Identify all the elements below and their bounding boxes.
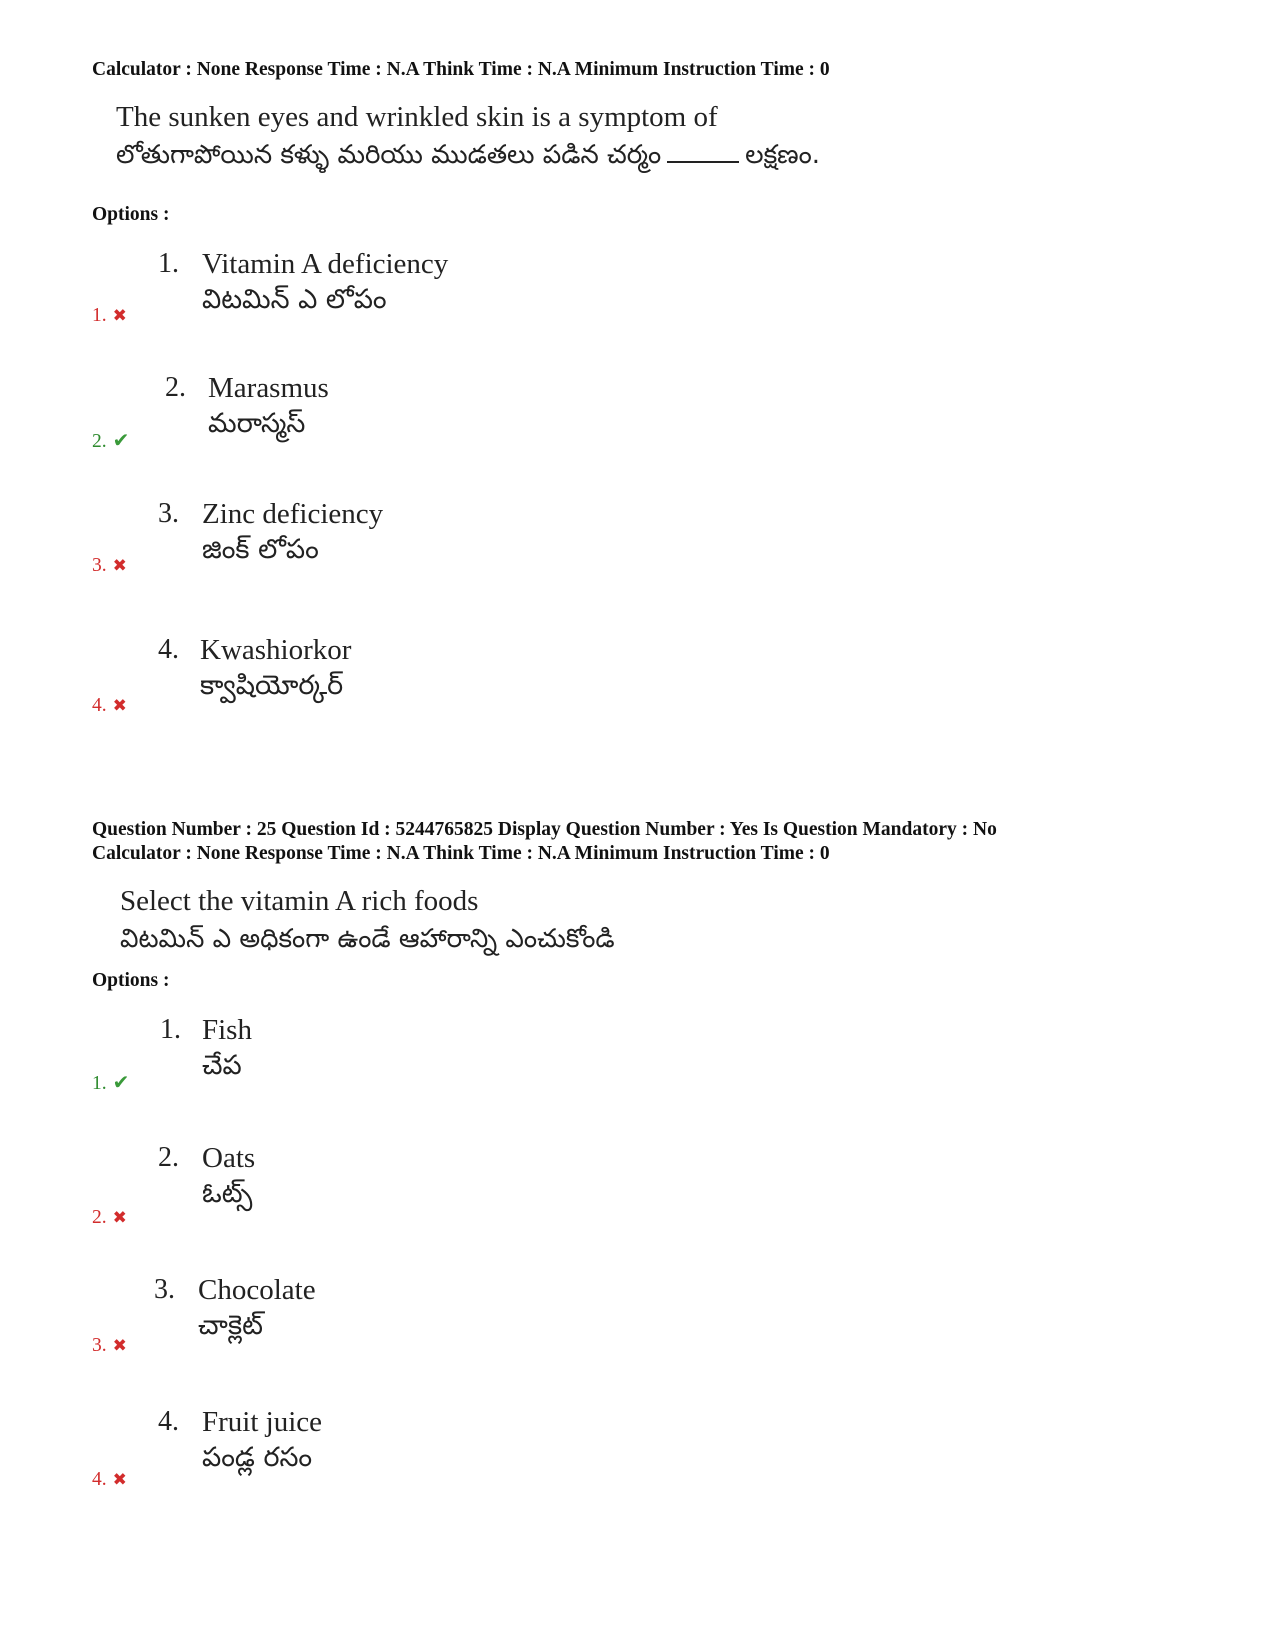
option-marker: 2. ✖ <box>92 1207 127 1228</box>
q24-question-telugu-part-a: లోతుగాపోయిన కళ్ళు మరియు ముడతలు పడిన చర్మం <box>116 140 662 170</box>
q25-question-english: Select the vitamin A rich foods <box>120 885 479 917</box>
q25-option-1[interactable] <box>0 1012 1275 1122</box>
option-text-telugu: క్వాషియోర్కర్ <box>200 670 344 701</box>
q24-option-4[interactable] <box>0 632 1275 742</box>
option-marker: 3. ✖ <box>92 1335 127 1356</box>
option-marker: 4. ✖ <box>92 1469 127 1490</box>
option-text-english: Oats <box>202 1142 256 1174</box>
q24-blank <box>667 137 739 163</box>
option-marker: 4. ✖ <box>92 695 127 716</box>
option-text-english: Fruit juice <box>202 1406 323 1438</box>
cross-icon: ✖ <box>112 556 127 576</box>
option-number: 3. <box>158 498 179 529</box>
q25-question-telugu: విటమిన్ ఎ అధికంగా ఉండే ఆహారాన్ని ఎంచుకోండి <box>120 924 615 954</box>
cross-icon: ✖ <box>112 696 127 716</box>
cross-icon: ✖ <box>112 1470 127 1490</box>
option-text-telugu: చాక్లెట్ <box>198 1310 263 1341</box>
check-icon: ✔ <box>112 428 130 452</box>
option-text-telugu: ఓట్స్ <box>202 1178 253 1209</box>
option-text-english: Chocolate <box>198 1274 316 1306</box>
q24-question-telugu <box>116 136 820 174</box>
q24-option-1[interactable] <box>0 246 1275 356</box>
q24-question-english: The sunken eyes and wrinkled skin is a symptom of <box>116 101 718 133</box>
q25-meta-question-info: Question Number : 25 Question Id : 5244765825 Display Question Number : Yes Is Question Mandatory : No <box>92 819 997 840</box>
q24-question-telugu-part-b: లక్షణం. <box>745 140 821 170</box>
cross-icon: ✖ <box>112 1336 127 1356</box>
option-text-english: Zinc deficiency <box>202 498 384 530</box>
option-text-english: Kwashiorkor <box>200 634 352 666</box>
option-text-telugu: జింక్ లోపం <box>202 534 319 565</box>
option-number: 1. <box>160 1014 181 1045</box>
q24-meta-calculator: Calculator : None Response Time : N.A Think Time : N.A Minimum Instruction Time : 0 <box>92 59 830 80</box>
q24-options-label: Options : <box>92 204 170 225</box>
option-text-telugu: విటమిన్ ఎ లోపం <box>202 284 387 315</box>
option-number: 1. <box>158 248 179 279</box>
q25-option-4[interactable] <box>0 1404 1275 1514</box>
option-marker: 1. ✖ <box>92 305 127 326</box>
cross-icon: ✖ <box>112 1208 127 1228</box>
q25-options-label: Options : <box>92 970 170 991</box>
cross-icon: ✖ <box>112 306 127 326</box>
option-marker: 3. ✖ <box>92 555 127 576</box>
option-number: 2. <box>165 372 186 403</box>
q25-option-3[interactable] <box>0 1272 1275 1382</box>
option-number: 2. <box>158 1142 179 1173</box>
option-text-telugu: మరాస్మస్ <box>208 408 306 439</box>
option-number: 4. <box>158 634 179 665</box>
option-text-english: Marasmus <box>208 372 329 404</box>
option-number: 4. <box>158 1406 179 1437</box>
q25-option-2[interactable] <box>0 1140 1275 1250</box>
option-marker: 2. ✔ <box>92 428 130 452</box>
option-number: 3. <box>154 1274 175 1305</box>
option-text-telugu: పండ్ల రసం <box>202 1442 313 1473</box>
option-text-telugu: చేప <box>202 1050 242 1081</box>
check-icon: ✔ <box>112 1070 130 1094</box>
option-text-english: Vitamin A deficiency <box>202 248 449 280</box>
option-marker: 1. ✔ <box>92 1070 130 1094</box>
q25-meta-calculator: Calculator : None Response Time : N.A Think Time : N.A Minimum Instruction Time : 0 <box>92 843 830 864</box>
q24-option-3[interactable] <box>0 496 1275 606</box>
option-text-english: Fish <box>202 1014 252 1046</box>
q24-option-2[interactable] <box>0 370 1275 480</box>
